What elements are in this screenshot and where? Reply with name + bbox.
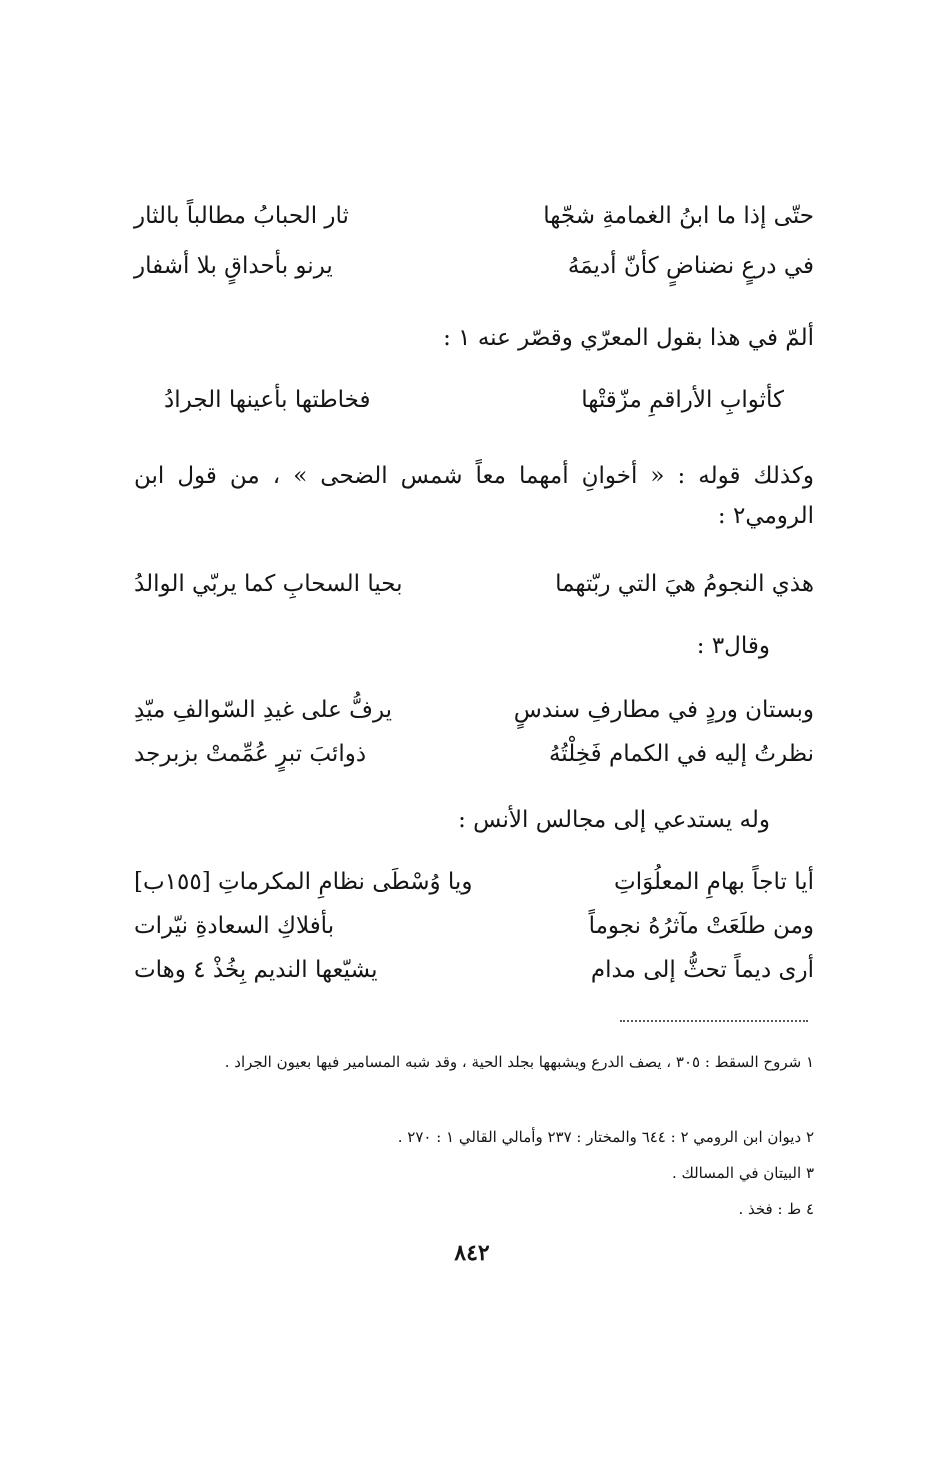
footnote: ١ شروح السقط : ٣٠٥ ، يصف الدرع ويشبهها بجلد الحية ، وقد شبه المسامير فيها بعيون الجراد . — [224, 1053, 814, 1071]
verse-first-hemistich: كأثوابِ الأراقمِ مزّقتْها — [581, 387, 784, 413]
verse-first-hemistich: في درعٍ نضناضٍ كأنّ أديمَهُ — [567, 253, 814, 279]
verse-second-hemistich: يرنو بأحداقٍ بلا أشفار — [134, 253, 333, 279]
verse-first-hemistich: أيا تاجاً بهامِ المعلُوَاتِ — [614, 869, 814, 895]
verse-second-hemistich: فخاطتها بأعينها الجرادُ — [164, 387, 371, 413]
verse-first-hemistich: حتّى إذا ما ابنُ الغمامةِ شجّها — [543, 203, 814, 229]
verse-line — [134, 906, 814, 946]
verse-line — [134, 564, 814, 604]
verse-second-hemistich: ثار الحبابُ مطالباً بالثار — [134, 203, 349, 229]
verse-second-hemistich: يرفُّ على غيدِ السّوالفِ ميّدِ — [134, 697, 393, 723]
verse-line — [134, 690, 814, 730]
verse-line — [134, 734, 814, 774]
prose-intro: وله يستدعي إلى مجالس الأنس : — [458, 807, 770, 833]
verse-line — [164, 380, 784, 420]
footnote: ٢ ديوان ابن الرومي ٢ : ٦٤٤ والمختار : ٢٣٧ وأمالي القالي ١ : ٢٧٠ . — [397, 1128, 814, 1146]
verse-first-hemistich: نظرتُ إليه في الكمام فَخِلْتُهُ — [548, 741, 814, 767]
footnote: ٣ البيتان في المسالك . — [671, 1164, 814, 1182]
prose-intro: وكذلك قوله : « أخوانِ أمهما معاً شمس الضحى » ، من قول ابن الرومي٢ : — [134, 463, 814, 529]
verse-first-hemistich: أرى ديماً تحثُّ إلى مدام — [590, 957, 814, 983]
verse-line — [134, 950, 814, 990]
verse-line — [134, 246, 814, 286]
verse-line — [134, 196, 814, 236]
verse-second-hemistich: بحيا السحابِ كما يربّي الوالدُ — [134, 571, 403, 597]
verse-second-hemistich: ذوائبَ تبرٍ عُمِّمتْ بزبرجد — [134, 741, 367, 767]
verse-first-hemistich: وبستان وردٍ في مطارفِ سندسٍ — [513, 697, 814, 723]
footnote-separator — [620, 1020, 808, 1022]
prose-intro: ألمّ في هذا بقول المعرّي وقصّر عنه ١ : — [443, 325, 814, 351]
footnote: ٤ ط : فخذ . — [738, 1200, 814, 1218]
verse-first-hemistich: هذي النجومُ هيَ التي ربّتهما — [555, 571, 814, 597]
verse-line — [134, 862, 814, 902]
verse-first-hemistich: ومن طلَعَتْ مآثرُهُ نجوماً — [588, 913, 814, 939]
prose-intro: وقال٣ : — [696, 633, 770, 659]
page-number: ٨٤٢ — [454, 1240, 490, 1266]
verse-second-hemistich: يشيّعها النديم بِخُذْ ٤ وهات — [134, 957, 378, 983]
verse-second-hemistich: بأفلاكِ السعادةِ نيّرات — [134, 913, 335, 939]
verse-second-hemistich: ويا وُسْطَى نظامِ المكرماتِ [١٥٥ب] — [134, 869, 473, 895]
